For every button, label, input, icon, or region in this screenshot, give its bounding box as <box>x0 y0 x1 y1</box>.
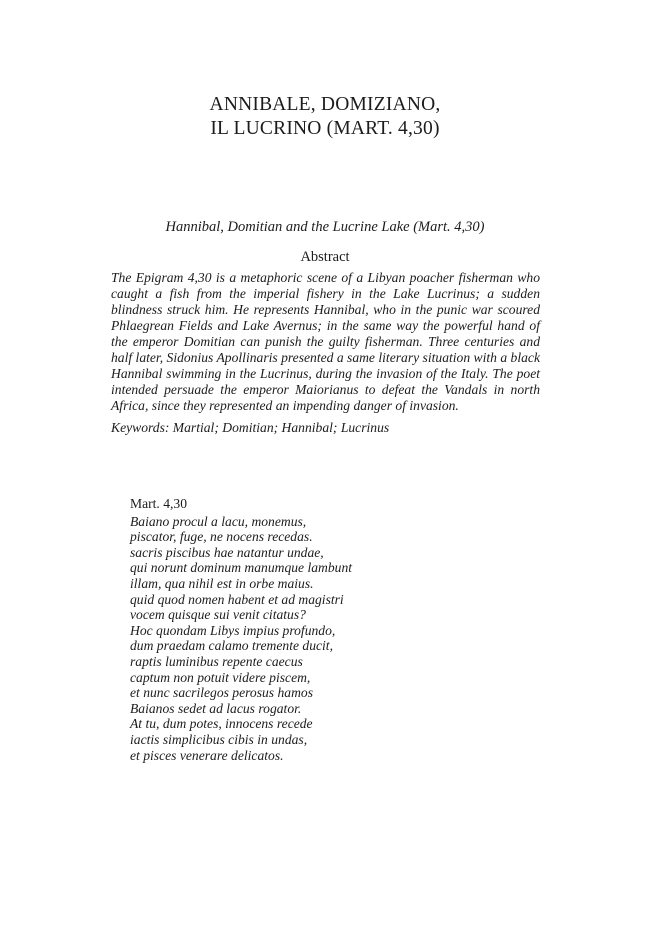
poem-block <box>130 496 510 763</box>
abstract-heading: Abstract <box>300 249 350 265</box>
poem-line: Baiano procul a lacu, monemus, <box>130 513 307 529</box>
poem-line: quid quod nomen habent et ad magistri <box>130 591 344 607</box>
abstract-text: The Epigram 4,30 is a metaphoric scene of a Libyan poacher fisherman who caught a fish from the imperial fishery in the Lake Lucrinus; a sudden blindness struck him. He represents Hannibal, who in the punic war scoured Phlaegrean Fields and Lake Avernus; in the same way the powerful hand of the emperor Domitian can punish the guilty fisherman. Three centuries and half later, Sidonius Apollinaris presented a same literary situation with a black Hannibal swimming in the Lucrinus, during the invasion of the Italy. The poet intended persuade the emperor Maiorianus to defeat the Vandals in north Africa, since they represented an impending danger of invasion. <box>111 270 540 413</box>
english-title: Hannibal, Domitian and the Lucrine Lake (Mart. 4,30) <box>165 219 485 235</box>
article-title-line-1: ANNIBALE, DOMIZIANO, <box>209 94 441 115</box>
poem-line: et nunc sacrilegos perosus hamos <box>130 685 313 701</box>
poem-line: vocem quisque sui venit citatus? <box>130 607 306 623</box>
poem-line: captum non potuit videre piscem, <box>130 669 311 685</box>
poem-line: Hoc quondam Libys impius profundo, <box>130 622 336 638</box>
keywords: Keywords: Martial; Domitian; Hannibal; Lucrinus <box>111 420 390 435</box>
poem-line: qui norunt dominum manumque lambunt <box>130 560 353 576</box>
poem-line: iactis simplicibus cibis in undas, <box>130 731 308 747</box>
poem-line: sacris piscibus hae natantur undae, <box>130 544 324 560</box>
poem-line: illam, qua nihil est in orbe maius. <box>130 575 314 591</box>
poem-lines <box>130 514 510 764</box>
article-title-line-2: IL LUCRINO (MART. 4,30) <box>210 118 440 139</box>
poem-line: Baianos sedet ad lacus rogator. <box>130 700 302 716</box>
poem-line: raptis luminibus repente caecus <box>130 653 303 669</box>
poem-line: piscator, fuge, ne nocens recedas. <box>130 529 313 545</box>
poem-line: At tu, dum potes, innocens recede <box>130 716 313 732</box>
article-title <box>0 93 650 141</box>
poem-heading: Mart. 4,30 <box>130 496 188 511</box>
poem-line: dum praedam calamo tremente ducit, <box>130 638 333 654</box>
poem-line: et pisces venerare delicatos. <box>130 747 284 763</box>
